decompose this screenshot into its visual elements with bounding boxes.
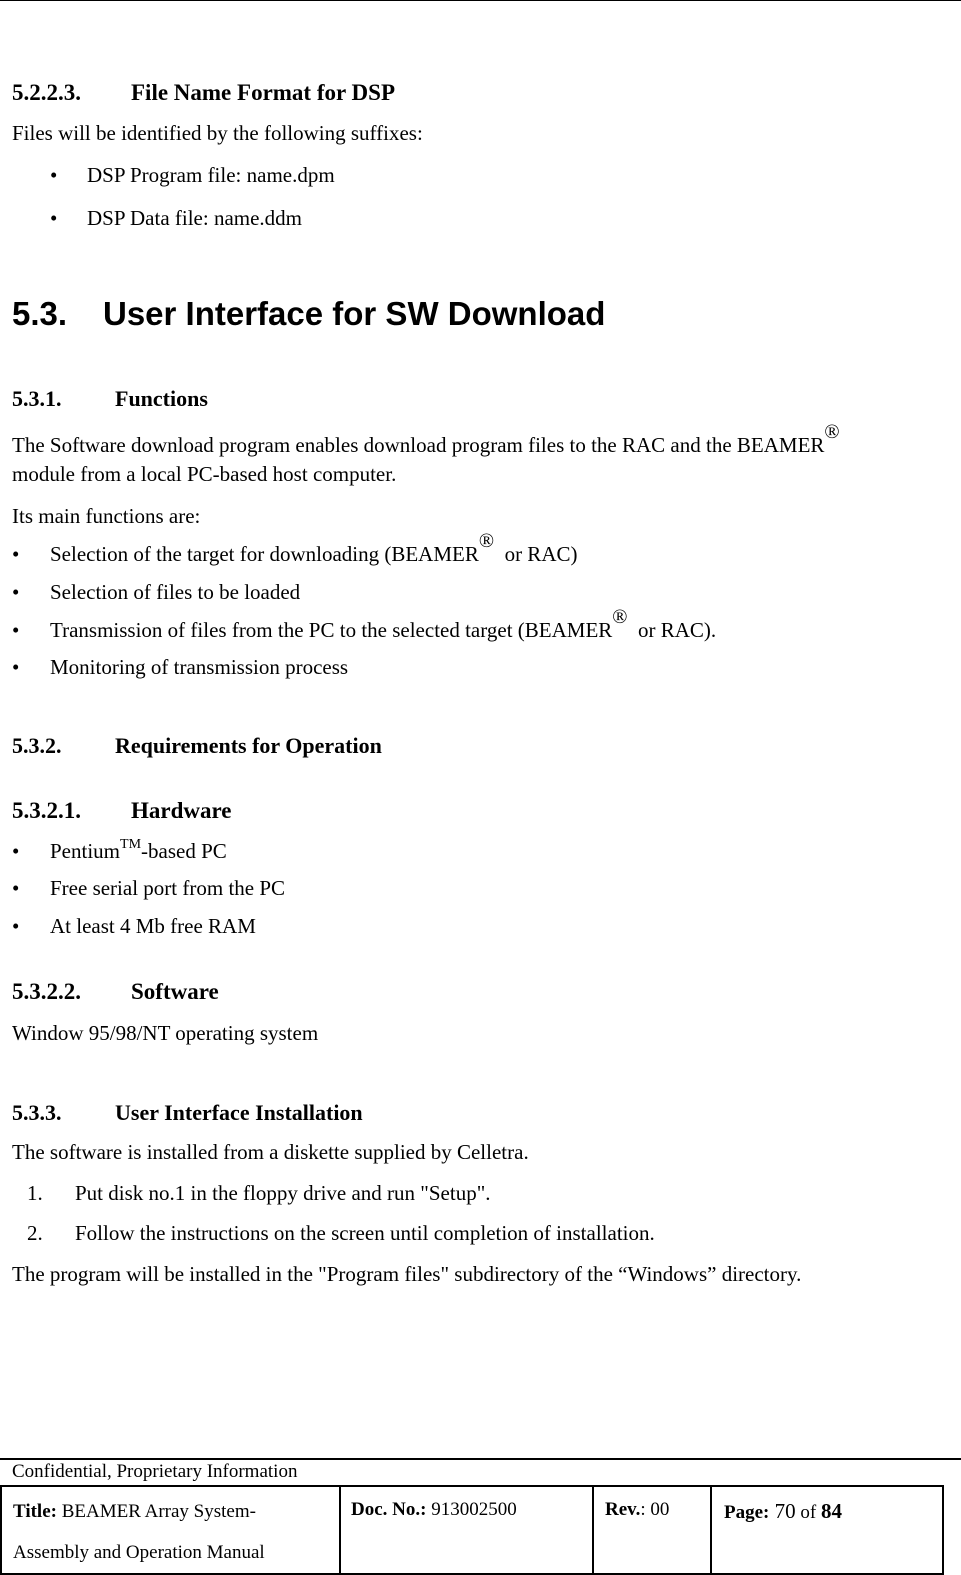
install-intro: The software is installed from a diskette supplied by Celletra. <box>12 1140 529 1164</box>
bullet: • <box>12 839 20 863</box>
install-step-number: 2. <box>27 1221 43 1245</box>
bullet: • <box>50 206 58 230</box>
main-functions-intro: Its main functions are: <box>12 504 201 528</box>
page-of: of <box>795 1502 821 1523</box>
heading-number: 5.3.3. <box>12 1100 62 1125</box>
footer-title-cell <box>1 1486 340 1574</box>
page-number: 70 <box>769 1499 796 1523</box>
install-outro: The program will be installed in the "Program files" subdirectory of the “Windows” directory. <box>12 1262 802 1286</box>
page-total: 84 <box>820 1499 842 1523</box>
heading-title: Requirements for Operation <box>115 733 382 758</box>
heading-title: File Name Format for DSP <box>131 80 395 105</box>
heading-title: User Interface Installation <box>115 1100 363 1125</box>
footer-rev-cell <box>593 1486 711 1574</box>
bullet: • <box>50 163 58 187</box>
functions-paragraph-line-2: module from a local PC-based host computer. <box>12 462 397 486</box>
heading-5-3-3 <box>12 1100 363 1126</box>
footer-table <box>0 1485 944 1575</box>
heading-number: 5.2.2.3. <box>12 80 81 105</box>
doc-label: Doc. No.: <box>351 1499 427 1520</box>
title-label: Title: <box>13 1501 57 1522</box>
title-value-line-2: Assembly and Operation Manual <box>13 1542 265 1563</box>
heading-number: 5.3.2. <box>12 733 62 758</box>
heading-5-3-2-2 <box>12 979 219 1005</box>
heading-title: Hardware <box>131 798 232 823</box>
list-item: DSP Program file: name.dpm <box>87 163 335 187</box>
heading-title: Functions <box>115 386 208 411</box>
doc-value: 913002500 <box>426 1499 517 1520</box>
heading-number: 5.3.1. <box>12 386 62 411</box>
item-text: Pentium <box>50 839 121 863</box>
heading-title: User Interface for SW Download <box>103 295 606 332</box>
list-item <box>50 606 717 643</box>
install-step: Put disk no.1 in the floppy drive and run "Setup". <box>75 1181 491 1205</box>
bullet: • <box>12 580 20 604</box>
footer-doc-cell <box>340 1486 593 1574</box>
registered-mark: ® <box>612 606 628 628</box>
trademark-mark: TM <box>120 837 142 852</box>
registered-mark: ® <box>824 421 840 443</box>
item-text: Transmission of files from the PC to the selected target (BEAMER <box>50 618 613 642</box>
item-suffix: or RAC). <box>632 618 717 642</box>
list-item: Selection of files to be loaded <box>50 580 301 604</box>
heading-title: Software <box>131 979 219 1004</box>
software-requirement: Window 95/98/NT operating system <box>12 1021 319 1045</box>
rev-label: Rev. <box>605 1499 641 1520</box>
install-step-number: 1. <box>27 1181 43 1205</box>
heading-number: 5.3. <box>12 295 68 332</box>
heading-5-3-2 <box>12 733 382 759</box>
functions-paragraph-line-1 <box>12 421 840 458</box>
footer-page-cell <box>711 1486 943 1574</box>
item-suffix: or RAC) <box>499 542 578 566</box>
list-item <box>50 839 227 864</box>
item-text: Selection of the target for downloading (BEAMER <box>50 542 479 566</box>
rev-value: : 00 <box>640 1499 670 1520</box>
registered-mark: ® <box>478 530 495 552</box>
list-item: DSP Data file: name.ddm <box>87 206 303 230</box>
heading-5-2-2-3 <box>12 80 395 106</box>
list-item <box>50 530 578 567</box>
confidential-notice: Confidential, Proprietary Information <box>12 1461 298 1482</box>
list-item: Free serial port from the PC <box>50 876 286 900</box>
paragraph-text: The Software download program enables download program files to the RAC and the BEAMER <box>12 433 825 457</box>
heading-5-3-2-1 <box>12 798 232 824</box>
title-value: BEAMER Array System- <box>56 1501 256 1522</box>
heading-5-3-1 <box>12 386 208 412</box>
footer-rule <box>0 1458 961 1460</box>
list-item: At least 4 Mb free RAM <box>50 914 256 938</box>
bullet: • <box>12 655 20 679</box>
page-label: Page: <box>724 1502 770 1523</box>
heading-5-3 <box>12 295 606 333</box>
bullet: • <box>12 618 20 642</box>
item-suffix: -based PC <box>141 839 227 863</box>
intro-suffixes: Files will be identified by the following suffixes: <box>12 121 423 145</box>
heading-number: 5.3.2.2. <box>12 979 81 1004</box>
top-rule <box>0 0 961 1</box>
heading-number: 5.3.2.1. <box>12 798 81 823</box>
list-item: Monitoring of transmission process <box>50 655 349 679</box>
bullet: • <box>12 876 20 900</box>
bullet: • <box>12 542 20 566</box>
bullet: • <box>12 914 20 938</box>
install-step: Follow the instructions on the screen until completion of installation. <box>75 1221 655 1245</box>
